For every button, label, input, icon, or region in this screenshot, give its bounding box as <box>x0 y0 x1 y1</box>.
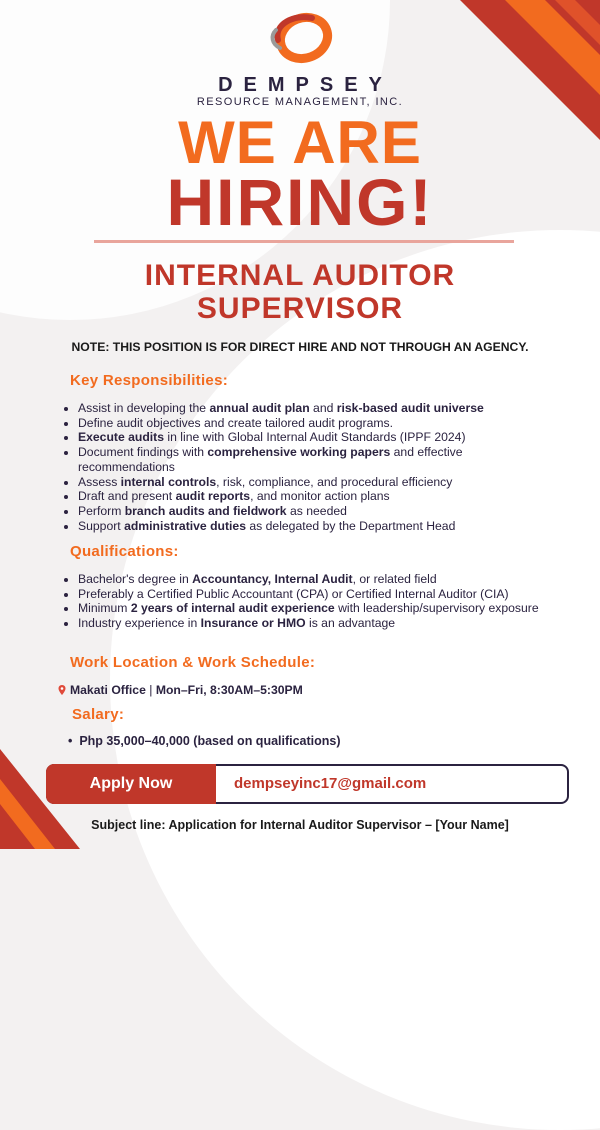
email-link[interactable]: dempseyinc17@gmail.com <box>234 775 427 792</box>
list-item-text: and effective recommendations <box>78 445 463 474</box>
work-location-name: Makati Office <box>70 683 146 697</box>
work-schedule: Mon–Fri, 8:30AM–5:30PM <box>155 683 303 697</box>
list-item-bold-text: audit reports <box>175 489 251 504</box>
brand-subtitle: RESOURCE MANAGEMENT, INC. <box>196 96 404 108</box>
list-item-text: is an advantage <box>305 616 396 631</box>
list-item-text: with leadership/supervisory exposure <box>334 601 539 616</box>
list-item-text: , and monitor action plans <box>250 489 390 504</box>
list-item-text: Minimum <box>78 601 131 616</box>
divider <box>94 240 514 243</box>
list-item-text: in line with Global Internal Audit Standards (IPPF 2024) <box>164 430 466 445</box>
salary-text: Php 35,000–40,000 (based on qualifications) <box>79 734 341 748</box>
list-item-text: Draft and present <box>78 489 176 504</box>
list-item-text: , risk, compliance, and procedural efficiency <box>216 474 453 489</box>
salary-value: • Php 35,000–40,000 (based on qualifications) <box>68 734 341 748</box>
work-separator: | <box>145 683 156 697</box>
list-item-text: Assess <box>78 474 121 489</box>
list-item-text: Define audit objectives and create tailored audit programs. <box>78 415 394 430</box>
list-item <box>78 504 548 519</box>
list-item-bold-text: Execute audits <box>78 430 165 445</box>
list-item-text: Support <box>78 518 125 533</box>
list-item <box>78 489 548 504</box>
list-item-bold-text: administrative duties <box>124 518 246 533</box>
list-item-text: as needed <box>286 503 347 518</box>
list-item <box>78 519 548 534</box>
brand-name: DEMPSEY <box>218 74 393 96</box>
list-item-bold-text: annual audit plan <box>209 401 310 415</box>
direct-hire-note: NOTE: THIS POSITION IS FOR DIRECT HIRE AND NOT THROUGH AN AGENCY. <box>71 340 529 354</box>
list-item-text: Perform <box>78 503 125 518</box>
headline-line-2: HIRING! <box>166 165 434 239</box>
list-item-text: Preferably a Certified Public Accountant (CPA) or Certified Internal Auditor (CIA) <box>78 586 509 601</box>
list-item-bold-text: branch audits and fieldwork <box>124 503 287 518</box>
list-item-text: , or related field <box>352 572 437 586</box>
list-item-bold-text: Insurance or HMO <box>200 616 306 631</box>
list-item <box>78 416 548 431</box>
salary-heading: Salary: <box>72 706 125 723</box>
background-circle <box>110 230 600 1130</box>
list-item-text: Assist in developing the <box>78 401 210 415</box>
qualifications-list <box>64 572 548 631</box>
headline-line-1: WE ARE <box>178 109 422 176</box>
list-item-bold-text: risk-based audit universe <box>336 401 484 415</box>
list-item <box>78 401 548 416</box>
list-item-bold-text: 2 years of internal audit experience <box>130 601 335 616</box>
work-heading: Work Location & Work Schedule: <box>70 654 316 671</box>
list-item-bold-text: internal controls <box>120 474 217 489</box>
qualifications-heading: Qualifications: <box>70 543 179 560</box>
work-location <box>58 683 303 697</box>
list-item-bold-text: Accountancy, Internal Audit <box>192 572 353 586</box>
job-title-line-2: SUPERVISOR <box>196 292 404 325</box>
responsibilities-heading: Key Responsibilities: <box>70 372 229 389</box>
apply-now-button[interactable]: Apply Now <box>46 764 216 804</box>
list-item <box>78 601 548 616</box>
list-item-text: Bachelor's degree in <box>78 572 193 586</box>
location-pin-icon <box>58 685 66 695</box>
apply-bar <box>46 764 569 804</box>
dempsey-logo-icon <box>264 10 340 66</box>
list-item-bold-text: comprehensive working papers <box>207 445 391 460</box>
list-item-text: Document findings with <box>78 445 208 460</box>
list-item <box>78 475 548 490</box>
list-item-text: and <box>309 401 337 415</box>
list-item-text: as delegated by the Department Head <box>246 518 456 533</box>
responsibilities-list <box>64 401 548 533</box>
subject-line: Subject line: Application for Internal Auditor Supervisor – [Your Name] <box>91 818 509 832</box>
list-item-text: Industry experience in <box>78 616 201 631</box>
job-title-line-1: INTERNAL AUDITOR <box>144 259 456 292</box>
list-item <box>78 587 548 602</box>
list-item <box>78 430 548 445</box>
list-item <box>78 616 548 631</box>
list-item <box>78 445 548 474</box>
list-item <box>78 572 548 587</box>
